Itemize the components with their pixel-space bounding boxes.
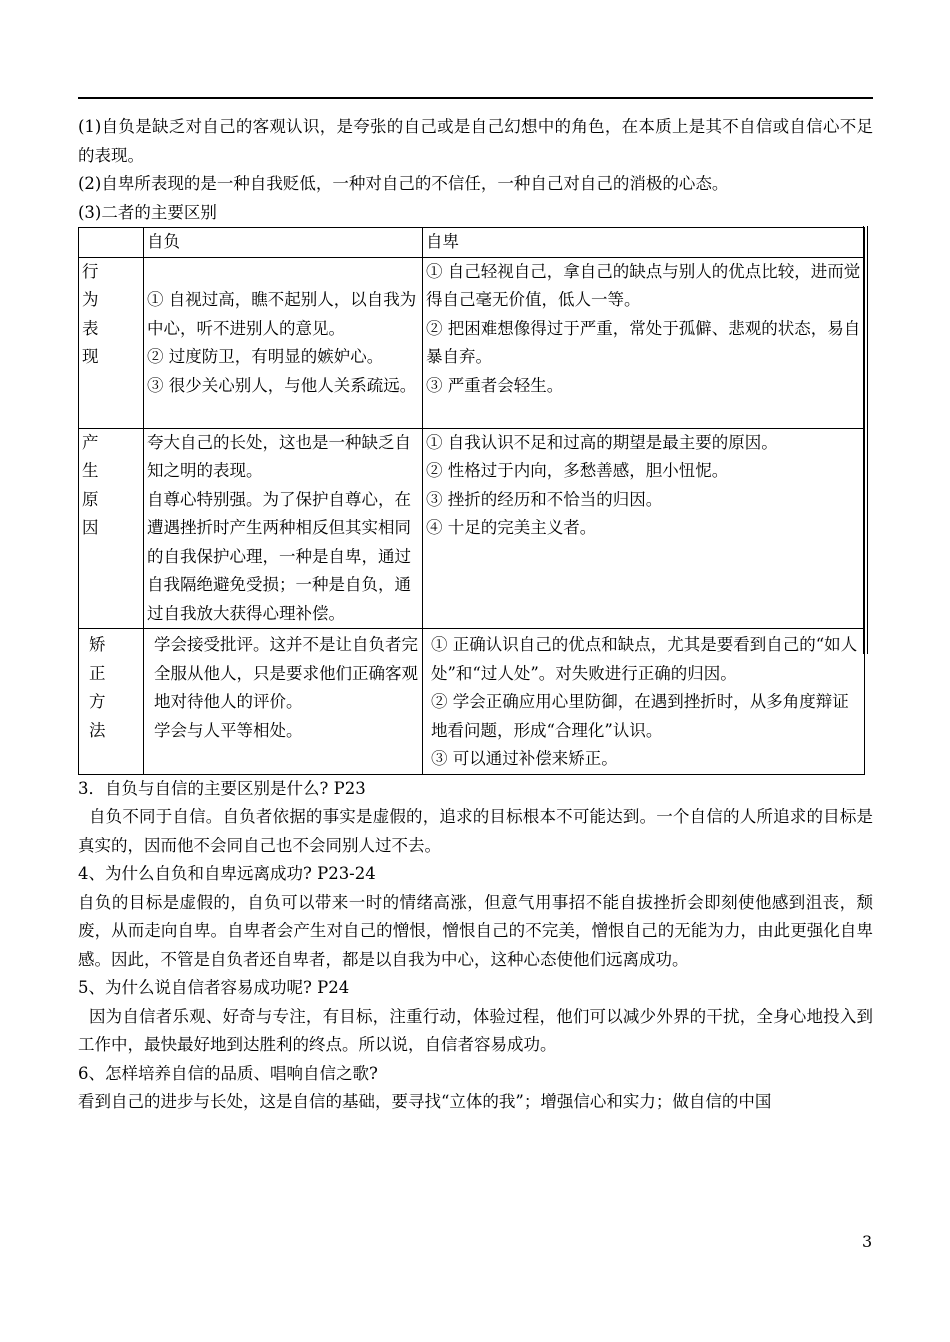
cell-line: ③ 可以通过补偿来矫正。: [431, 749, 618, 768]
correction-zibei-cell: [423, 629, 865, 775]
cell-line: ① 自己轻视自己，拿自己的缺点与别人的优点比较，进而觉得自己毫无价值，低人一等。: [426, 261, 861, 309]
section-5-title: 5、为什么说自信者容易成功呢? P24: [78, 978, 350, 997]
cell-line: ② 把困难想像得过于严重，常处于孤僻、悲观的状态，易自暴自弃。: [426, 318, 861, 366]
content: [78, 113, 873, 1117]
cell-line: ① 自我认识不足和过高的期望是最主要的原因。: [426, 432, 778, 452]
label-char: 产: [82, 432, 99, 452]
table-header-row: [79, 228, 865, 258]
cell-line: [147, 258, 422, 287]
label-char: 表: [82, 318, 99, 338]
label-char: 行: [82, 261, 99, 281]
cell-line: 自尊心特别强。为了保护自尊心，在遭遇挫折时产生两种相反但其实相同的自我保护心理，一种是自卑，通过自我隔绝避免受损；一种是自负，通过自我放大获得心理补偿。: [147, 489, 411, 623]
intro-paragraph-3: (3)二者的主要区别: [78, 202, 217, 222]
cell-line: 学会与人平等相处。: [154, 720, 303, 740]
row-label-cause: [79, 428, 144, 629]
cause-zifu-cell: [144, 428, 423, 629]
cell-line: ④ 十足的完美主义者。: [426, 518, 597, 537]
cell-line: ② 性格过于内向，多愁善感，胆小忸怩。: [426, 461, 729, 480]
label-char: 矫: [89, 635, 106, 654]
header-rule: [78, 97, 873, 99]
page-number: 3: [862, 1232, 873, 1251]
cell-line: ② 学会正确应用心里防御，在遇到挫折时，从多角度辩证地看问题，形成“合理化”认识。: [431, 692, 849, 740]
cell-line: ③ 挫折的经历和不恰当的归因。: [426, 489, 663, 509]
section-6-title: 6、怎样培养自信的品质、唱响自信之歌?: [78, 1063, 378, 1083]
intro-paragraph-1: (1)自负是缺乏对自己的客观认识，是夸张的自己或是自己幻想中的角色，在本质上是其不自信或自信心不足的表现。: [78, 117, 873, 165]
table-row-behavior: [79, 257, 865, 428]
header-cell-zifu: 自负: [144, 228, 423, 258]
section-3-body: 自负不同于自信。自负者依据的事实是虚假的，追求的目标根本不可能达到。一个自信的人所追求的目标是真实的，因而他不会同自己也不会同别人过不去。: [78, 807, 873, 855]
cell-line: 学会接受批评。这并不是让自负者完全服从他人，只是要求他们正确客观地对待他人的评价。: [154, 635, 418, 711]
label-char: 方: [89, 692, 106, 711]
section-5-body: 因为自信者乐观、好奇与专注，有目标，注重行动，体验过程，他们可以减少外界的干扰，全身心地投入到工作中，最快最好地到达胜利的终点。所以说，自信者容易成功。: [78, 1006, 873, 1054]
section-3-title: 3．自负与自信的主要区别是什么? P23: [78, 778, 366, 798]
cause-zibei-cell: [423, 428, 865, 629]
cell-line: ① 正确认识自己的优点和缺点，尤其是要看到自己的“如人处”和“过人处”。对失败进行正确的归因。: [431, 635, 858, 683]
table-row-correction: [79, 629, 865, 775]
row-label-behavior: [79, 257, 144, 428]
cell-line: ③ 很少关心别人，与他人关系疏远。: [147, 375, 417, 395]
section-6-body: 看到自己的进步与长处，这是自信的基础，要寻找“立体的我”；增强信心和实力；做自信的中国: [78, 1092, 772, 1111]
label-char: 生: [82, 461, 99, 480]
label-char: 正: [89, 663, 106, 683]
row-label-correction: [79, 629, 144, 775]
comparison-table: [78, 227, 865, 775]
section-4-title: 4、为什么自负和自卑远离成功? P23-24: [78, 864, 376, 883]
behavior-zibei-cell: [423, 257, 865, 428]
label-char: 现: [82, 347, 99, 366]
behavior-zifu-cell: [144, 257, 423, 428]
label-char: 法: [89, 720, 106, 740]
label-char: 原: [82, 489, 99, 509]
section-4-body: 自负的目标是虚假的，自负可以带来一时的情绪高涨，但意气用事招不能自拔挫折会即刻使他感到沮丧，颓废，从而走向自卑。自卑者会产生对自己的憎恨，憎恨自己的不完美，憎恨自己的无能为力，由此更强化自卑感。因此，不管是自负者还自卑者，都是以自我为中心，这种心态使他们远离成功。: [78, 892, 873, 969]
cell-line: 夸大自己的长处，这也是一种缺乏自知之明的表现。: [147, 432, 411, 480]
label-char: 为: [82, 290, 99, 309]
intro-paragraph-2: (2)自卑所表现的是一种自我贬低，一种对自己的不信任，一种自己对自己的消极的心态。: [78, 174, 729, 193]
correction-zifu-cell: [144, 629, 423, 775]
label-char: 因: [82, 518, 99, 537]
cell-line: ③ 严重者会轻生。: [426, 375, 564, 395]
cell-line: ② 过度防卫，有明显的嫉妒心。: [147, 347, 384, 366]
table-row-cause: [79, 428, 865, 629]
header-cell-empty: [79, 228, 144, 258]
cell-line: ① 自视过高，瞧不起别人，以自我为中心，听不进别人的意见。: [147, 290, 417, 338]
header-cell-zibei: 自卑: [423, 228, 865, 258]
